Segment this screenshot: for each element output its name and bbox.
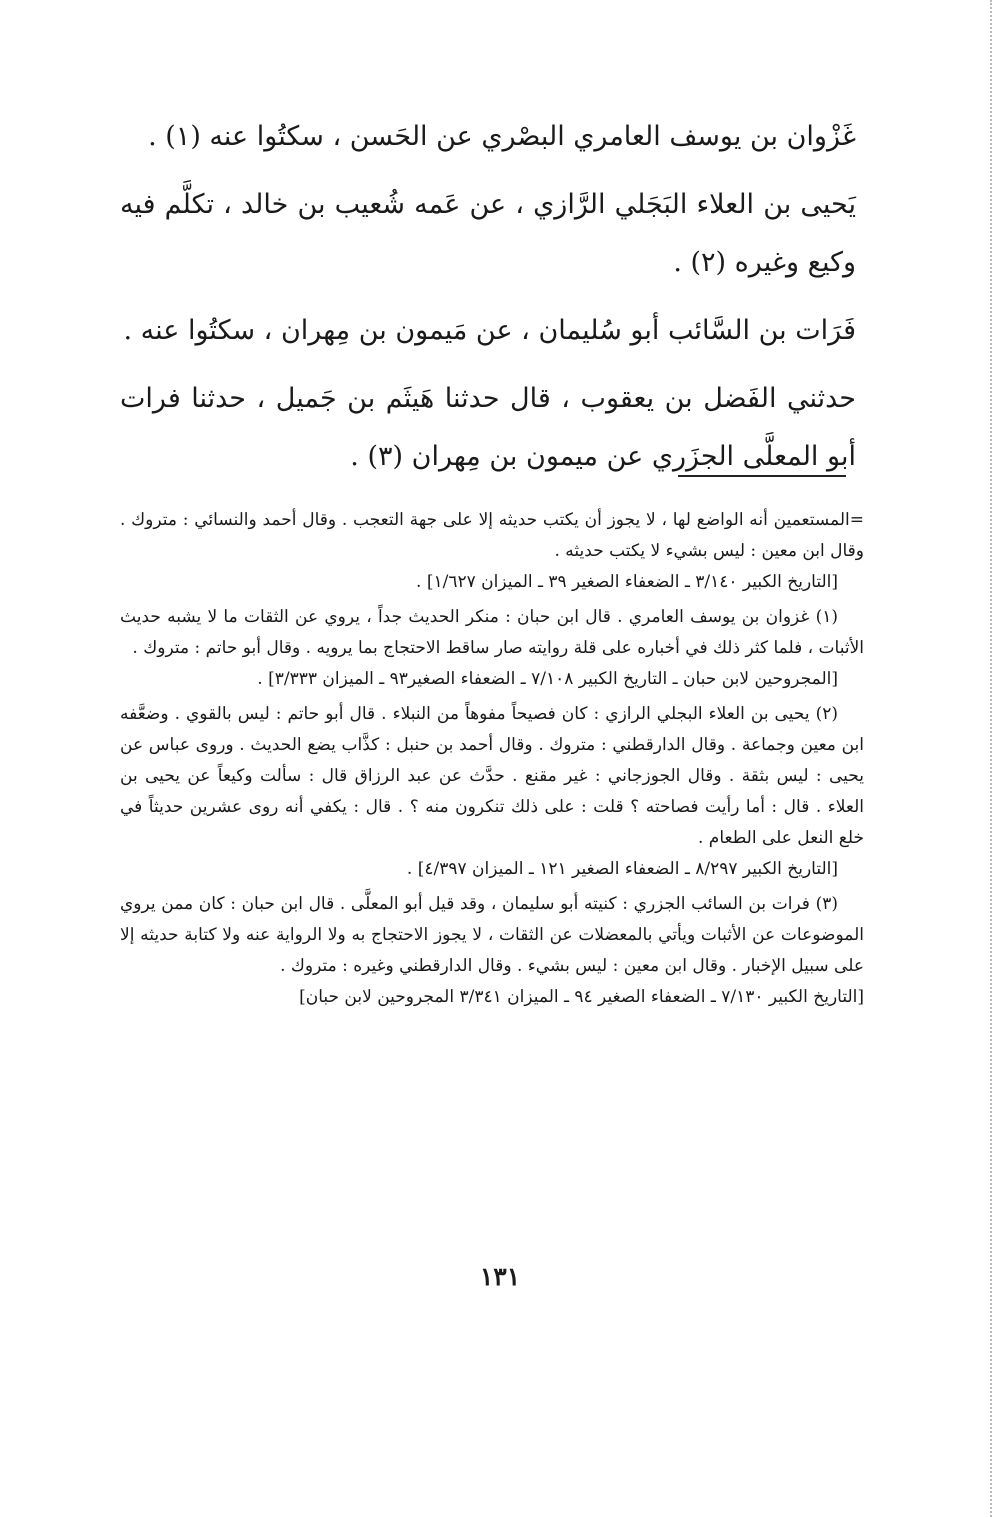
footnote-1: (١) غزوان بن يوسف العامري . قال ابن حبان : منكر الحديث جداً ، يروي عن الثقات ما لا يشبه حديث الأثبات ، فلما كثر ذلك في أخباره على قلة روايته صار ساقط الاحتجاج بما يرويه . وقال أبو حاتم : متروك . — [120, 607, 864, 658]
footnote-source: [التاريخ الكبير ٧/١٣٠ ـ الضعفاء الصغير ٩٤ ـ الميزان ٣/٣٤١ المجروحين لابن حبان] — [299, 987, 864, 1007]
footnote-continuation: =المستعمين أنه الواضع لها ، لا يجوز أن يكتب حديثه إلا على جهة التعجب . وقال أحمد والنسائي : متروك . وقال ابن معين : ليس بشيء لا يكتب حديثه . — [120, 510, 864, 561]
main-paragraph: حدثني الفَضل بن يعقوب ، قال حدثنا هَيثَم بن جَميل ، حدثنا فرات أبو المعلَّى الجزَري عن ميمون بن مِهران (٣) . — [120, 383, 856, 472]
footnote-2: (٢) يحيى بن العلاء البجلي الرازي : كان فصيحاً مفوهاً من النبلاء . قال أبو حاتم : ليس بالقوي . وضعَّفه ابن معين وجماعة . وقال الدارقطني : متروك . وقال أحمد بن حنبل : كذَّاب يضع الحديث . وروى عباس عن يحيى : ليس بثقة . وقال الجوزجاني : غير مقنع . حدَّث عن عبد الرزاق قال : سألت وكيعاً عن يحيى بن العلاء . قال : أما رأيت فصاحته ؟ قلت : على ذلك تنكرون منه ؟ . قال : يكفي أنه روى عشرين حديثاً في خلع النعل على الطعام . — [120, 704, 864, 848]
page-edge-dotted-line — [990, 0, 992, 1517]
main-text — [120, 108, 856, 486]
page-number: ١٣١ — [479, 1262, 521, 1291]
main-paragraph: فَرَات بن السَّائب أبو سُليمان ، عن مَيمون بن مِهران ، سكتُوا عنه . — [123, 315, 856, 346]
footnote-source: [التاريخ الكبير ٨/٢٩٧ ـ الضعفاء الصغير ١٢١ ـ الميزان ٤/٣٩٧] . — [406, 859, 838, 879]
footnote-3: (٣) فرات بن السائب الجزري : كنيته أبو سليمان ، وقد قيل أبو المعلَّى . قال ابن حبان : كان ممن يروي الموضوعات عن الأثبات ويأتي بالمعضلات عن الثقات ، لا يجوز الاحتجاج به ولا الرواية عنه ولا كتابة حديثه إلا على سبيل الإخبار . وقال ابن معين : ليس بشيء . وقال الدارقطني وغيره : متروك . — [120, 894, 864, 976]
footnote-source: [المجروحين لابن حبان ـ التاريخ الكبير ٧/١٠٨ ـ الضعفاء الصغير٩٣ ـ الميزان ٣/٣٣٣] . — [257, 669, 838, 689]
footnote-divider — [678, 475, 846, 477]
footnotes — [120, 505, 864, 1017]
main-paragraph: يَحيى بن العلاء البَجَلي الرَّازي ، عن عَمه شُعيب بن خالد ، تكلَّم فيه وكيع وغيره (٢) . — [120, 189, 856, 278]
main-paragraph: غَزْوان بن يوسف العامري البصْري عن الحَسن ، سكتُوا عنه (١) . — [148, 121, 856, 152]
footnote-source: [التاريخ الكبير ٣/١٤٠ ـ الضعفاء الصغير ٣٩ ـ الميزان ١/٦٢٧] . — [416, 572, 838, 592]
